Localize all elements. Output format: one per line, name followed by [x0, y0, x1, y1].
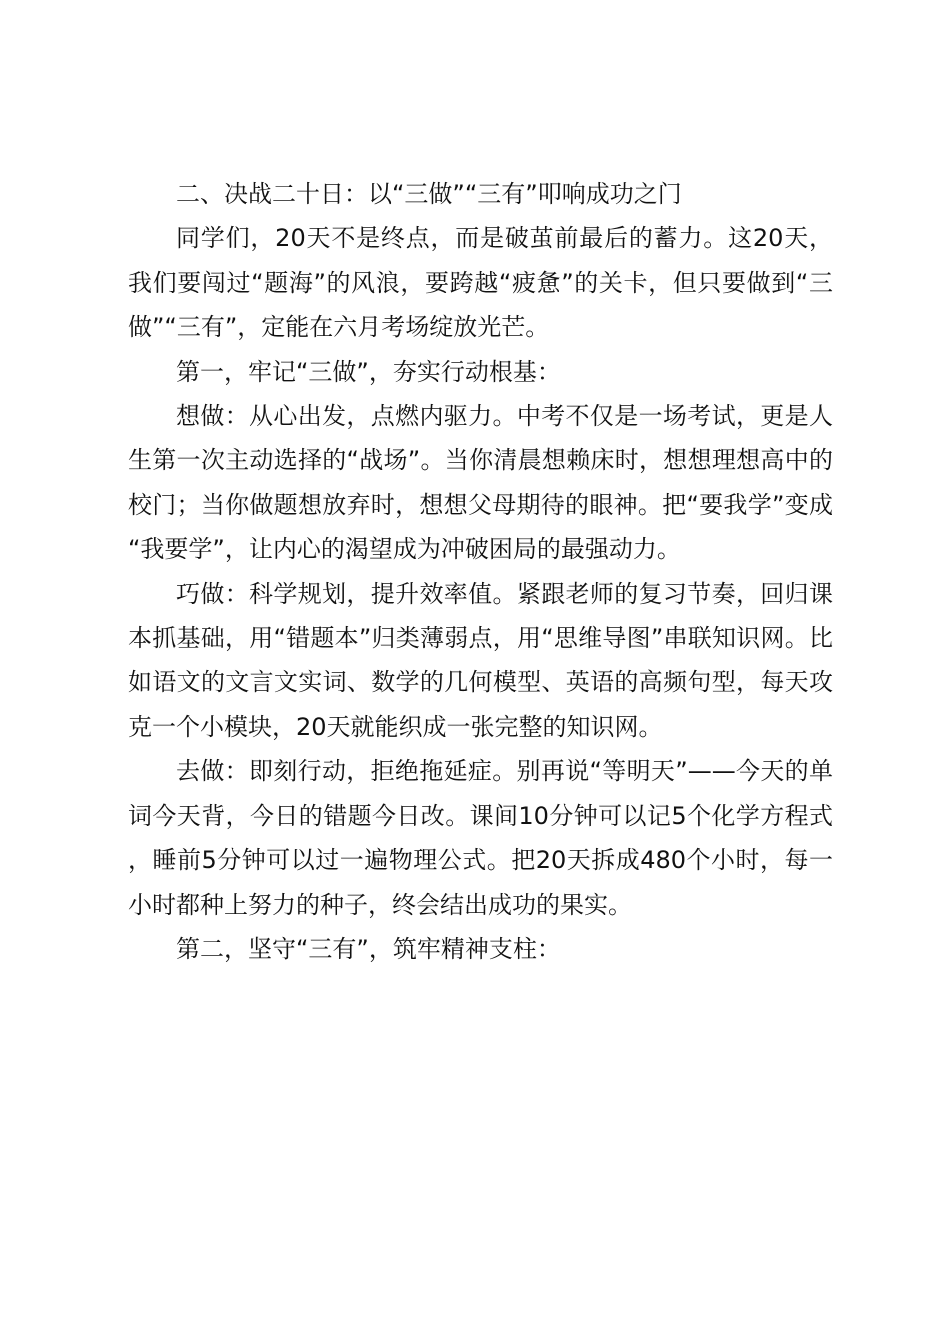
section-heading: 二、决战二十日：以“三做”“三有”叩响成功之门: [176, 180, 682, 208]
quzuo-paragraph: 去做：即刻行动，拒绝拖延症。别再说“等明天”——今天的单词今天背，今日的错题今日改。课间10分钟可以记5个化学方程式，睡前5分钟可以过一遍物理公式。把20天拆成480个小时，每一小时都种上努力的种子，终会结出成功的果实。: [128, 757, 833, 919]
part-two-heading: 第二，坚守“三有”，筑牢精神支柱：: [176, 934, 561, 963]
qiaozuo-paragraph: 巧做：科学规划，提升效率值。紧跟老师的复习节奏，回归课本抓基础，用“错题本”归类薄弱点，用“思维导图”串联知识网。比如语文的文言文实词、数学的几何模型、英语的高频句型，每天攻克一个小模块，20天就能织成一张完整的知识网。: [128, 579, 833, 741]
part-one-heading: 第一，牢记“三做”，夯实行动根基：: [176, 357, 561, 386]
document-body: [128, 172, 833, 971]
xiangzuo-paragraph: 想做：从心出发，点燃内驱力。中考不仅是一场考试，更是人生第一次主动选择的“战场”。当你清晨想赖床时，想想理想高中的校门；当你做题想放弃时，想想父母期待的眼神。把“要我学”变成“我要学”，让内心的渴望成为冲破困局的最强动力。: [128, 402, 833, 564]
intro-paragraph: 同学们，20天不是终点，而是破茧前最后的蓄力。这20天，我们要闯过“题海”的风浪，要跨越“疲惫”的关卡，但只要做到“三做”“三有”，定能在六月考场绽放光芒。: [128, 224, 833, 342]
